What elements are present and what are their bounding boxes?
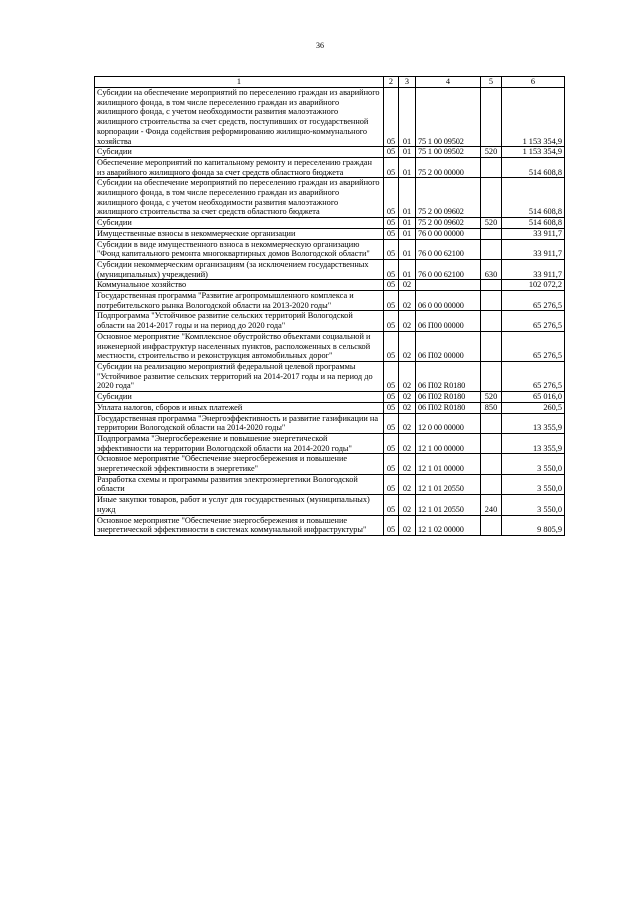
row-section: 05 (384, 311, 399, 331)
row-amount: 65 276,5 (502, 361, 565, 391)
row-name: Субсидии на реализацию мероприятий федеральной целевой программы "Устойчивое развитие сельских территорий на 2014-2017 годы и на период до 2020 года" (95, 361, 384, 391)
page-number: 36 (316, 41, 324, 50)
row-subsection: 01 (399, 88, 416, 147)
row-subsection: 01 (399, 228, 416, 239)
row-target-article: 75 1 00 09502 (416, 147, 481, 158)
row-section: 05 (384, 291, 399, 311)
row-expense-type (481, 280, 502, 291)
row-name: Уплата налогов, сборов и иных платежей (95, 402, 384, 413)
row-amount: 13 355,9 (502, 433, 565, 453)
header-section: 2 (384, 77, 399, 88)
row-subsection: 02 (399, 361, 416, 391)
row-target-article: 12 1 01 20550 (416, 474, 481, 494)
row-subsection: 01 (399, 147, 416, 158)
table-row (95, 311, 565, 331)
row-section: 05 (384, 361, 399, 391)
row-name: Субсидии в виде имущественного взноса в некоммерческую организацию "Фонд капитального ремонта многоквартирных домов Вологодской области" (95, 239, 384, 259)
table-row (95, 413, 565, 433)
row-name: Основное мероприятие "Обеспечение энергосбережения и повышение энергетической эффективности в энергетике" (95, 454, 384, 474)
row-amount: 33 911,7 (502, 239, 565, 259)
row-expense-type: 520 (481, 218, 502, 229)
row-target-article: 76 0 00 62100 (416, 239, 481, 259)
row-target-article: 06 П02 R0180 (416, 402, 481, 413)
row-amount: 102 072,2 (502, 280, 565, 291)
row-expense-type (481, 474, 502, 494)
table-row (95, 88, 565, 147)
table-row (95, 280, 565, 291)
row-target-article: 06 0 00 00000 (416, 291, 481, 311)
row-section: 05 (384, 239, 399, 259)
row-amount: 260,5 (502, 402, 565, 413)
row-expense-type (481, 228, 502, 239)
header-name: 1 (95, 77, 384, 88)
row-name: Основное мероприятие "Обеспечение энергосбережения и повышение энергетической эффективности в системах коммунальной инфраструктуры" (95, 515, 384, 535)
row-subsection: 02 (399, 413, 416, 433)
row-name: Иные закупки товаров, работ и услуг для государственных (муниципальных) нужд (95, 495, 384, 515)
row-expense-type (481, 291, 502, 311)
row-subsection: 02 (399, 495, 416, 515)
row-section: 05 (384, 157, 399, 177)
row-amount: 1 153 354,9 (502, 88, 565, 147)
row-expense-type (481, 311, 502, 331)
row-expense-type (481, 178, 502, 218)
row-section: 05 (384, 228, 399, 239)
row-target-article: 75 2 00 09602 (416, 178, 481, 218)
row-target-article: 12 1 01 00000 (416, 454, 481, 474)
row-name: Подпрограмма "Энергосбережение и повышение энергетической эффективности на территории Вологодской области на 2014-2020 годы" (95, 433, 384, 453)
row-section: 05 (384, 392, 399, 403)
table-row (95, 515, 565, 535)
row-section: 05 (384, 474, 399, 494)
row-expense-type: 850 (481, 402, 502, 413)
row-target-article: 75 2 00 00000 (416, 157, 481, 177)
row-subsection: 01 (399, 178, 416, 218)
row-section: 05 (384, 147, 399, 158)
row-amount: 65 276,5 (502, 311, 565, 331)
row-target-article: 12 0 00 00000 (416, 413, 481, 433)
row-subsection: 02 (399, 392, 416, 403)
row-target-article: 75 1 00 09502 (416, 88, 481, 147)
row-section: 05 (384, 178, 399, 218)
row-section: 05 (384, 331, 399, 361)
row-subsection: 02 (399, 474, 416, 494)
header-subsection: 3 (399, 77, 416, 88)
row-target-article: 06 П02 R0180 (416, 361, 481, 391)
table-row (95, 178, 565, 218)
row-amount: 65 276,5 (502, 291, 565, 311)
row-subsection: 02 (399, 402, 416, 413)
header-target-article: 4 (416, 77, 481, 88)
row-amount: 3 550,0 (502, 474, 565, 494)
row-amount: 514 608,8 (502, 218, 565, 229)
table-row (95, 474, 565, 494)
row-target-article: 06 П00 00000 (416, 311, 481, 331)
row-expense-type (481, 157, 502, 177)
row-subsection: 01 (399, 218, 416, 229)
row-name: Субсидии на обеспечение мероприятий по переселению граждан из аварийного жилищного фонда, в том числе переселению граждан из аварийного жилищного фонда, с учетом необходимости развития малоэтажного жилищного строительства за счет средств областного бюджета (95, 178, 384, 218)
row-amount: 1 153 354,9 (502, 147, 565, 158)
row-subsection: 02 (399, 454, 416, 474)
row-expense-type (481, 515, 502, 535)
row-subsection: 01 (399, 239, 416, 259)
row-target-article: 76 0 00 00000 (416, 228, 481, 239)
row-section: 05 (384, 88, 399, 147)
row-amount: 13 355,9 (502, 413, 565, 433)
row-name: Имущественные взносы в некоммерческие организации (95, 228, 384, 239)
row-subsection: 02 (399, 433, 416, 453)
table-row (95, 157, 565, 177)
table-row (95, 147, 565, 158)
row-expense-type: 630 (481, 259, 502, 279)
row-amount: 514 608,8 (502, 157, 565, 177)
row-subsection: 02 (399, 515, 416, 535)
table-header-row (95, 77, 565, 88)
row-name: Государственная программа "Энергоэффективность и развитие газификации на территории Вологодской области на 2014-2020 годы" (95, 413, 384, 433)
row-expense-type (481, 331, 502, 361)
row-subsection: 02 (399, 311, 416, 331)
table-row (95, 239, 565, 259)
table-row (95, 228, 565, 239)
row-subsection: 01 (399, 259, 416, 279)
row-name: Основное мероприятие "Комплексное обустройство объектами социальной и инженерной инфраструктур населенных пунктов, расположенных в сельской местности, строительство и реконструкция автомобильных дорог" (95, 331, 384, 361)
row-target-article: 06 П02 R0180 (416, 392, 481, 403)
row-name: Подпрограмма "Устойчивое развитие сельских территорий Вологодской области на 2014-2017 годы и на период до 2020 года" (95, 311, 384, 331)
row-target-article: 12 1 01 20550 (416, 495, 481, 515)
row-expense-type: 520 (481, 147, 502, 158)
row-subsection: 02 (399, 280, 416, 291)
table-row (95, 291, 565, 311)
row-section: 05 (384, 402, 399, 413)
header-amount: 6 (502, 77, 565, 88)
row-amount: 65 016,0 (502, 392, 565, 403)
row-expense-type (481, 454, 502, 474)
table-row (95, 495, 565, 515)
row-expense-type: 520 (481, 392, 502, 403)
row-target-article: 12 1 02 00000 (416, 515, 481, 535)
row-target-article: 75 2 00 09602 (416, 218, 481, 229)
row-name: Субсидии на обеспечение мероприятий по переселению граждан из аварийного жилищного фонда, в том числе переселению граждан из аварийного жилищного фонда, с учетом необходимости развития малоэтажного жилищного строительства за счет средств, поступивших от государственной корпорации - Фонда содействия реформированию жилищно-коммунального хозяйства (95, 88, 384, 147)
row-section: 05 (384, 454, 399, 474)
table-row (95, 218, 565, 229)
row-section: 05 (384, 218, 399, 229)
row-name: Коммунальное хозяйство (95, 280, 384, 291)
row-amount: 3 550,0 (502, 454, 565, 474)
row-name: Субсидии (95, 147, 384, 158)
row-name: Субсидии (95, 218, 384, 229)
row-subsection: 02 (399, 331, 416, 361)
row-section: 05 (384, 280, 399, 291)
table-row (95, 331, 565, 361)
row-name: Субсидии некоммерческим организациям (за исключением государственных (муниципальных) учреждений) (95, 259, 384, 279)
row-section: 05 (384, 259, 399, 279)
row-subsection: 01 (399, 157, 416, 177)
table-row (95, 402, 565, 413)
table-row (95, 259, 565, 279)
row-expense-type (481, 433, 502, 453)
row-expense-type (481, 88, 502, 147)
row-section: 05 (384, 515, 399, 535)
row-name: Государственная программа "Развитие агропромышленного комплекса и потребительского рынка Вологодской области на 2013-2020 годы" (95, 291, 384, 311)
table-row (95, 433, 565, 453)
row-amount: 514 608,8 (502, 178, 565, 218)
row-expense-type (481, 361, 502, 391)
row-subsection: 02 (399, 291, 416, 311)
row-section: 05 (384, 495, 399, 515)
table-row (95, 454, 565, 474)
row-expense-type (481, 413, 502, 433)
row-amount: 65 276,5 (502, 331, 565, 361)
row-target-article: 06 П02 00000 (416, 331, 481, 361)
row-name: Субсидии (95, 392, 384, 403)
row-target-article: 12 1 00 00000 (416, 433, 481, 453)
row-name: Разработка схемы и программы развития электроэнергетики Вологодской области (95, 474, 384, 494)
table-row (95, 361, 565, 391)
row-target-article (416, 280, 481, 291)
row-name: Обеспечение мероприятий по капитальному ремонту и переселению граждан из аварийного жилищного фонда за счет средств областного бюджета (95, 157, 384, 177)
budget-table (94, 76, 565, 536)
row-expense-type (481, 239, 502, 259)
row-amount: 33 911,7 (502, 228, 565, 239)
table-row (95, 392, 565, 403)
row-section: 05 (384, 413, 399, 433)
row-expense-type: 240 (481, 495, 502, 515)
header-expense-type: 5 (481, 77, 502, 88)
row-amount: 9 805,9 (502, 515, 565, 535)
row-target-article: 76 0 00 62100 (416, 259, 481, 279)
row-amount: 33 911,7 (502, 259, 565, 279)
row-section: 05 (384, 433, 399, 453)
row-amount: 3 550,0 (502, 495, 565, 515)
